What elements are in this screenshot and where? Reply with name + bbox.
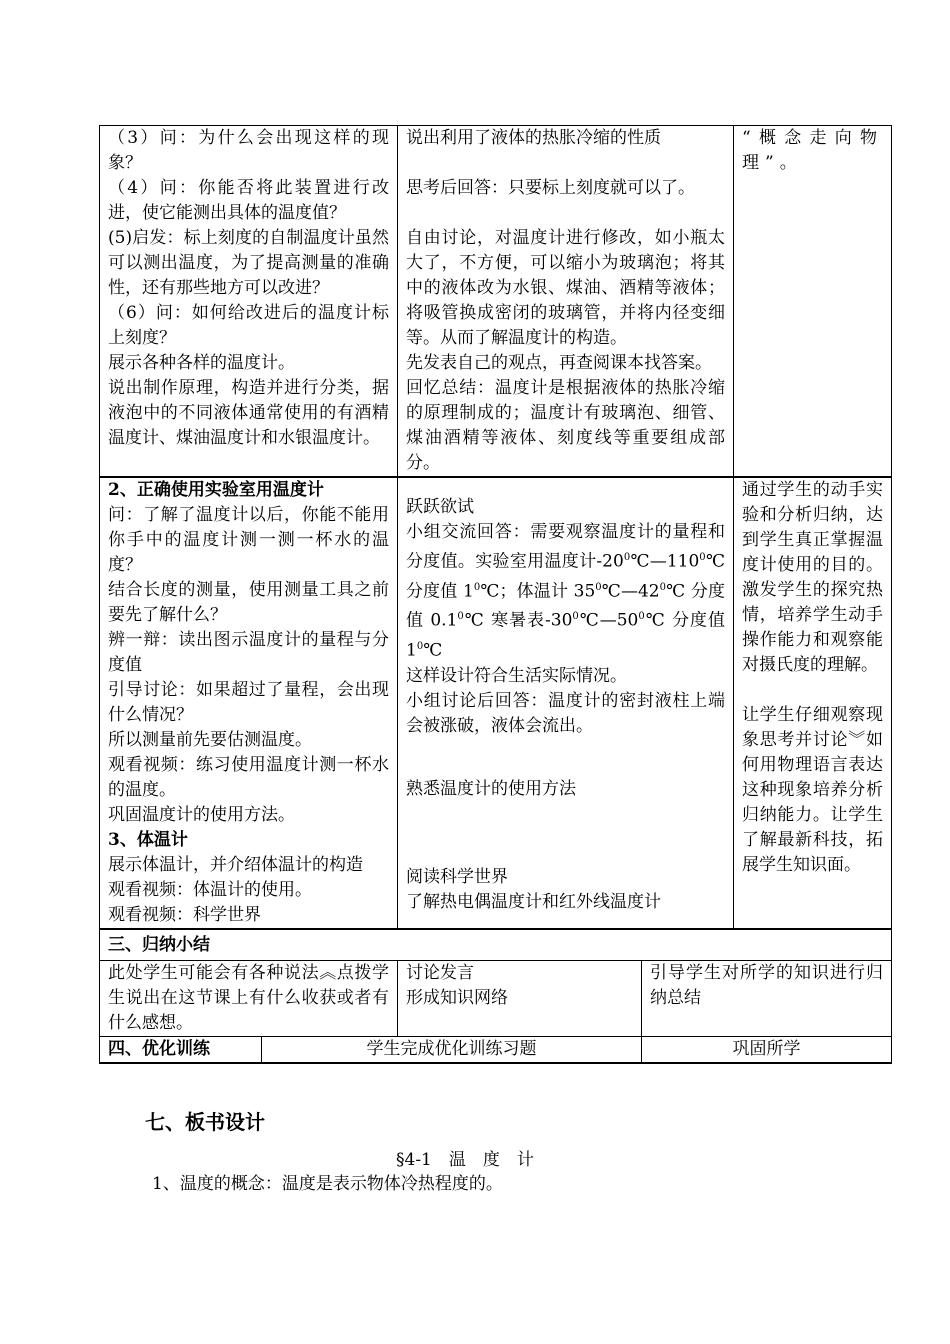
eager-text: 跃跃欲试: [406, 497, 474, 517]
intent-text: 通过学生的动手实验和分析归纳，达到学生真正掌握温度计使用的目的。 激发学生的探究热情，培养学生动手操作能力和观察能对摄氏度的理解。: [742, 480, 883, 675]
teacher-line: 观看视频：体温计的使用。: [108, 880, 312, 900]
answer-5: 回忆总结：温度计是根据液体的热胀冷缩的原理制成的；温度计有玻璃泡、细管、煤油酒精等液体、刻度线等重要组成部分。: [406, 378, 725, 473]
training-intent-cell: 巩固所学: [642, 1037, 892, 1064]
range-text: ℃—42: [601, 581, 660, 602]
range-text: ℃—50: [578, 610, 639, 631]
summary-teacher-cell: 此处学生可能会有各种说法︽点拨学生说出在这节课上有什么收获或者有什么感想。: [100, 961, 398, 1037]
range-text: ℃；体温计 35: [480, 581, 596, 602]
principle-text: 说出制作原理，构造并进行分类，据液泡中的不同液体通常使用的有酒精温度计、煤油温度计和水银温度计。: [108, 378, 389, 448]
student-line: 形成知识网络: [406, 988, 508, 1008]
degree-sup: 0: [699, 552, 706, 563]
training-student-cell: 学生完成优化训练习题: [262, 1037, 642, 1064]
summary-student-cell: [398, 961, 642, 1037]
degree-sup: 0: [473, 581, 481, 593]
intent-text: “概念走向物理”。: [742, 128, 883, 173]
prompt-5: (5)启发：标上刻度的自制温度计虽然可以测出温度，为了提高测量的准确性，还有那些地方可以改进？: [108, 228, 389, 298]
range-text: ℃—110: [630, 551, 700, 572]
range-text: ℃: [423, 640, 443, 661]
student-activity-cell: [398, 477, 734, 929]
degree-sup: 0: [595, 581, 602, 593]
design-intent-cell: [734, 126, 892, 478]
teacher-line: 观看视频：科学世界: [108, 905, 261, 925]
degree-sup: 0: [457, 611, 464, 623]
table-row: [100, 961, 892, 1037]
student-line: 这样设计符合生活实际情况。: [406, 665, 627, 686]
degree-sup: 0: [572, 611, 579, 623]
design-intent-cell: [734, 477, 892, 929]
teacher-line: 展示体温计，并介绍体温计的构造: [108, 855, 363, 875]
student-line: 阅读科学世界: [406, 866, 508, 887]
degree-sup: 0: [638, 611, 645, 623]
section-title-4: 四、优化训练: [100, 1037, 262, 1064]
section-heading-3: 3、体温计: [108, 830, 188, 850]
question-4: （4）问：你能否将此装置进行改进，使它能测出具体的温度值？: [108, 178, 389, 223]
answer-1: 说出利用了液体的热胀冷缩的性质: [406, 128, 661, 148]
answer-2: 思考后回答：只要标上刻度就可以了。: [406, 178, 695, 198]
degree-sup: 0: [659, 581, 666, 593]
range-text: ℃ 寒暑表-30: [463, 610, 573, 631]
teacher-activity-cell: [100, 477, 398, 929]
intent-text: 让学生仔细观察现象思考并讨论︾如何用物理语言表达这种现象培养分析归纳能力。让学生了解最新科技，拓展学生知识面。: [742, 705, 883, 875]
section-heading-2: 2、正确使用实验室用温度计: [108, 480, 324, 500]
student-line: 讨论发言: [406, 963, 474, 983]
teacher-line: 巩固温度计的使用方法。: [108, 805, 295, 825]
summary-intent-cell: 引导学生对所学的知识进行归纳总结: [642, 961, 892, 1037]
teacher-activity-cell: [100, 126, 398, 478]
teacher-line: 观看视频：练习使用温度计测一杯水的温度。: [108, 755, 389, 800]
table-row: [100, 477, 892, 929]
range-text: ℃ 分度值 0.1: [406, 581, 725, 631]
teacher-line: 引导讨论：如果超过了量程，会出现什么情况？: [108, 680, 389, 725]
teacher-line: 问：了解了温度计以后，你能不能用你手中的温度计测一测一杯水的温度？: [108, 505, 389, 575]
board-line-1: 1、温度的概念：温度是表示物体冷热程度的。: [152, 1174, 503, 1194]
student-line: 了解热电偶温度计和红外线温度计: [406, 891, 661, 912]
table-row: [100, 126, 892, 478]
answer-3: 自由讨论，对温度计进行修改，如小瓶太大了，不方便，可以缩小为玻璃泡；将其中的液体改为水银、煤油、酒精等液体；将吸管换成密闭的玻璃管，并将内径变细等。从而了解温度计的构造。: [406, 228, 725, 348]
student-activity-cell: [398, 126, 734, 478]
student-line: 小组讨论后回答：温度计的密封液柱上端会被涨破，液体会流出。: [406, 690, 725, 736]
question-6: （6）问：如何给改进后的温度计标上刻度？: [108, 303, 389, 348]
range-answer: [406, 520, 725, 664]
answer-4: 先发表自己的观点，再查阅课本找答案。: [406, 353, 712, 373]
lesson-plan-table: [99, 125, 892, 1064]
board-design-title: 七、板书设计: [145, 1110, 265, 1134]
degree-sup: 0: [623, 552, 631, 563]
range-text: 小组交流回答：需要观察温度计的量程和分度值。实验室用温度计-20: [406, 522, 725, 572]
teacher-line: 辨一辩：读出图示温度计的量程与分度值: [108, 630, 389, 675]
question-3: （3）问：为什么会出现这样的现象？: [108, 128, 389, 173]
table-row: [100, 929, 892, 961]
board-subtitle: §4-1 温 度 计: [396, 1150, 534, 1170]
teacher-line: 所以测量前先要估测温度。: [108, 730, 312, 750]
table-row: [100, 1037, 892, 1064]
use-method-text: 熟悉温度计的使用方法: [406, 778, 576, 799]
degree-sup: 0: [416, 640, 424, 652]
range-text: ℃ 分度值 1: [406, 551, 725, 602]
teacher-line: 结合长度的测量，使用测量工具之前要先了解什么？: [108, 580, 389, 625]
range-text: ℃ 分度值 1: [406, 610, 726, 661]
show-thermometers: 展示各种各样的温度计。: [108, 353, 295, 373]
section-title-3: 三、归纳小结: [100, 929, 892, 961]
